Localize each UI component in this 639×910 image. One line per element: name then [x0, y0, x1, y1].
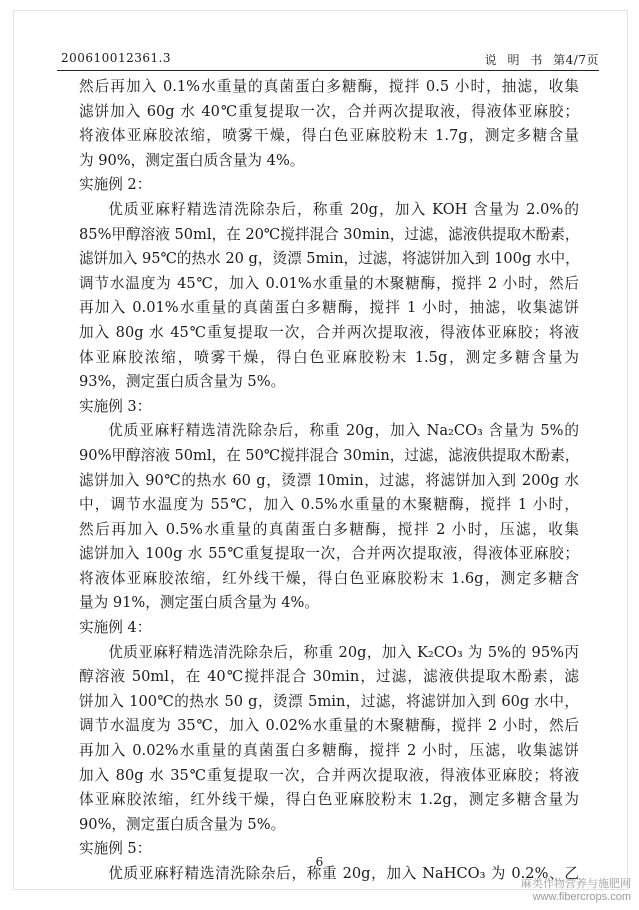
document-number: 200610012361.3 [61, 51, 172, 65]
text-line: 然后再加入 0.1%水重量的真菌蛋白多糖酶，搅拌 0.5 小时，抽滤，收集 [79, 78, 579, 95]
example-3-heading: 实施例 3： [79, 397, 152, 415]
header-right [479, 51, 599, 68]
text-line: 再加入 0.01%水重量的真菌蛋白多糖酶，搅拌 1 小时，抽滤，收集滤饼 [79, 299, 579, 317]
text-line: 体亚麻胶浓缩，喷雾干燥，得白色亚麻胶粉末 1.5g，测定多糖含量为 [79, 348, 579, 366]
text-line: 再加入 0.02%水重量的真菌蛋白多糖酶，搅拌 2 小时，压滤，收集滤饼 [79, 742, 579, 760]
text-line: 调节水温度为 45℃，加入 0.01%水重量的木聚糖酶，搅拌 2 小时，然后 [79, 274, 579, 292]
text-line: 然后再加入 0.5%水重量的真菌蛋白多糖酶，搅拌 2 小时，压滤，收集 [79, 520, 579, 538]
text-line: 90%，测定蛋白质含量为 5%。 [79, 815, 286, 833]
example-5-heading: 实施例 5： [79, 840, 152, 858]
text-line: 量为 91%，测定蛋白质含量为 4%。 [79, 594, 319, 612]
text-line: 优质亚麻籽精选清洗除杂后，称重 20g，加入 KOH 含量为 2.0%的 [108, 200, 579, 218]
text-line: 饼加入 100℃的热水 50 g，烫漂 5min，过滤，将滤饼加入到 60g 水中， [79, 692, 579, 710]
example-2-heading: 实施例 2： [79, 176, 152, 194]
page-number: 6 [315, 855, 324, 869]
text-line: 加入 80g 水 45℃重复提取一次，合并两次提取液，得液体亚麻胶；将液 [79, 323, 579, 341]
text-line: 体亚麻胶浓缩，红外线干燥，得白色亚麻胶粉末 1.2g，测定多糖含量为 [79, 791, 579, 809]
text-line: 滤饼加入 60g 水 40℃重复提取一次，合并两次提取液，得液体亚麻胶； [79, 102, 579, 120]
text-line: 将液体亚麻胶浓缩，喷雾干燥，得白色亚麻胶粉末 1.7g，测定多糖含量 [79, 127, 579, 145]
text-line: 93%，测定蛋白质含量为 5%。 [79, 373, 286, 391]
example-4-paragraph [79, 641, 579, 838]
watermark-line-2: www.fibercrops.com [532, 891, 631, 903]
text-line: 90%甲醇溶液 50ml，在 50℃搅拌混合 30min，过滤，滤液供提取木酚素， [79, 446, 580, 464]
text-line: 将液体亚麻胶浓缩，红外线干燥，得白色亚麻胶粉末 1.6g，测定多糖含 [79, 569, 579, 587]
text-line: 滤饼加入 100g 水 55℃重复提取一次，合并两次提取液，得液体亚麻胶； [79, 545, 579, 563]
doc-type-char-1: 说 [484, 53, 498, 67]
watermark-line-1: 麻类作物营养与施肥网 [521, 878, 631, 890]
document-body [79, 75, 579, 887]
text-line: 滤饼加入 90℃的热水 60 g，烫漂 10min，过滤，将滤饼加入到 200g 水 [79, 471, 579, 489]
text-line: 优质亚麻籽精选清洗除杂后，称重 20g，加入 Na₂CO₃ 含量为 5%的 [108, 422, 579, 440]
page-info: 第4/7页 [553, 53, 599, 67]
text-line: 中，调节水温度为 55℃，加入 0.5%水重量的木聚糖酶，搅拌 1 小时， [79, 496, 579, 514]
continuation-paragraph [79, 75, 579, 173]
example-3-paragraph [79, 419, 579, 616]
site-watermark [521, 878, 631, 904]
text-line: 调节水温度为 35℃，加入 0.02%水重量的木聚糖酶，搅拌 2 小时，然后 [79, 717, 579, 735]
text-line: 滤饼加入 95℃的热水 20 g，烫漂 5min，过滤，将滤饼加入到 100g 水中， [79, 250, 580, 268]
text-line: 加入 80g 水 35℃重复提取一次，合并两次提取液，得液体亚麻胶；将液 [79, 766, 579, 784]
example-2-paragraph [79, 198, 579, 395]
text-line: 优质亚麻籽精选清洗除杂后，称重 20g，加入 NaHCO₃ 为 0.2%、乙 [108, 865, 579, 882]
text-line: 为 90%，测定蛋白质含量为 4%。 [79, 151, 305, 169]
doc-type-char-2: 明 [507, 53, 520, 67]
page-header [57, 48, 599, 71]
text-line: 优质亚麻籽精选清洗除杂后，称重 20g，加入 K₂CO₃ 为 5%的 95%丙 [108, 643, 579, 661]
text-line: 醇溶液 50ml，在 40℃搅拌混合 30min，过滤，滤液供提取木酚素，滤 [79, 668, 579, 686]
example-4-heading: 实施例 4： [79, 619, 152, 637]
text-line: 85%甲醇溶液 50ml，在 20℃搅拌混合 30min，过滤，滤液供提取木酚素， [79, 225, 580, 243]
doc-type-char-3: 书 [530, 53, 543, 67]
